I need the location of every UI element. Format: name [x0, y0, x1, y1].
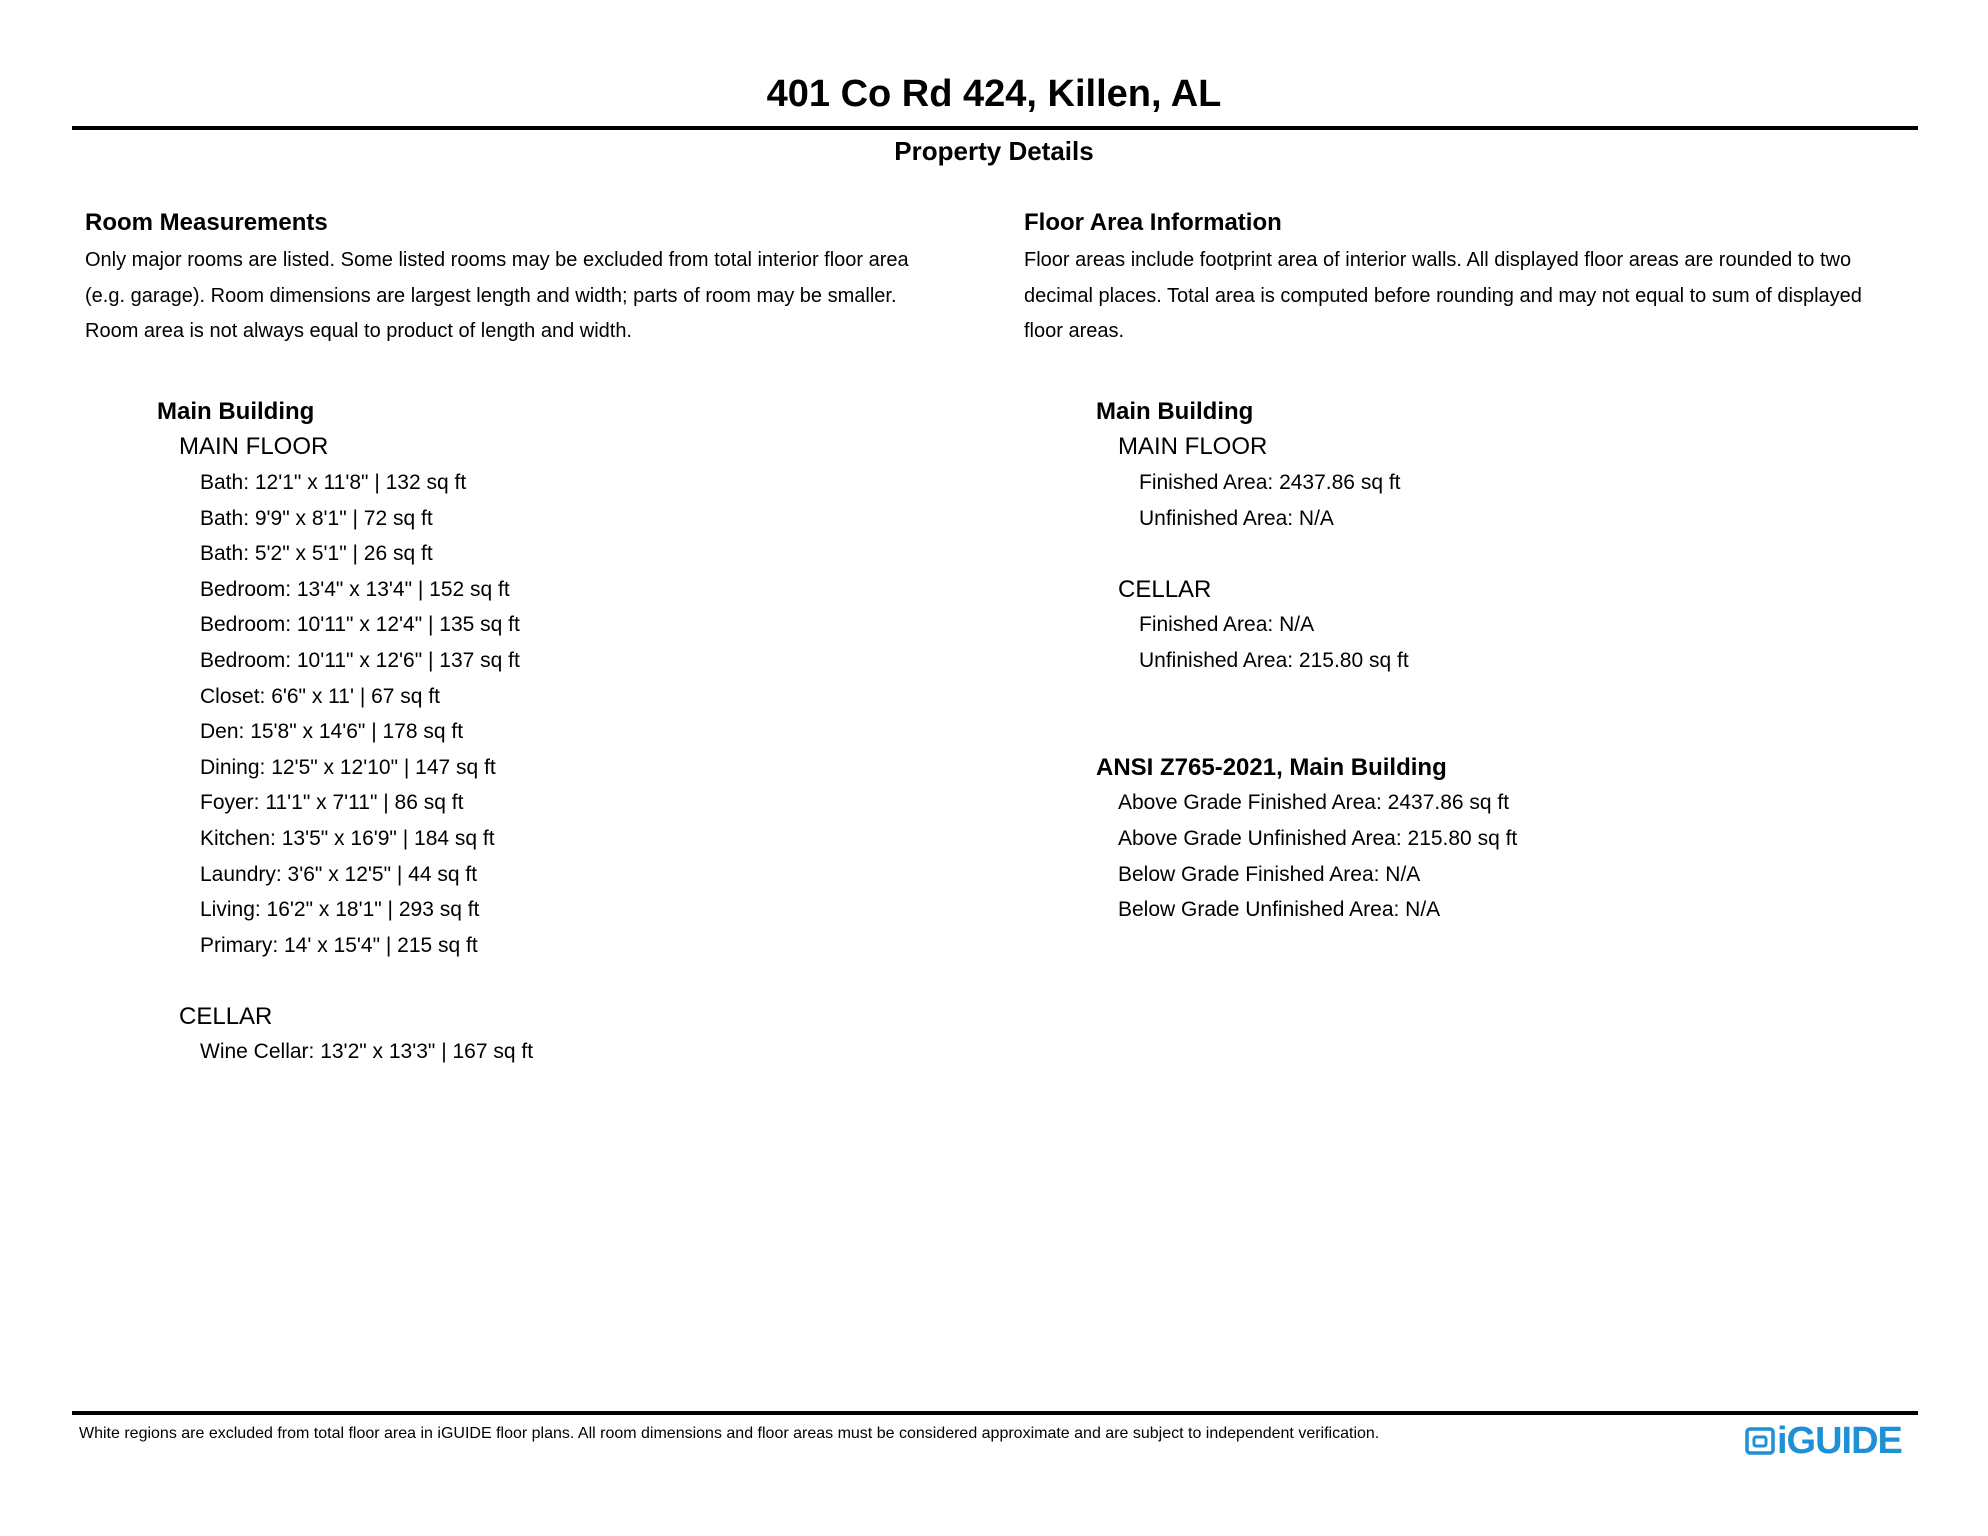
area-cellar-finished: Finished Area: N/A: [1139, 613, 1315, 637]
room-measurements-description-line: Room area is not always equal to product of length and width.: [85, 320, 632, 343]
room-measurements-description-line: Only major rooms are listed. Some listed rooms may be excluded from total interior floor area: [85, 249, 909, 271]
room-list-item: Bath: 9'9" x 8'1" | 72 sq ft: [200, 506, 433, 530]
floor-area-description-line: floor areas.: [1024, 320, 1125, 343]
spacer: [1024, 536, 1924, 572]
area-building-heading: Main Building: [1096, 397, 1254, 425]
floor-area-section: [1024, 203, 1924, 928]
room-list-item: Closet: 6'6" x 11' | 67 sq ft: [200, 684, 440, 708]
room-list-item: Bath: 12'1" x 11'8" | 132 sq ft: [200, 470, 467, 494]
area-main-floor-label: MAIN FLOOR: [1118, 433, 1268, 461]
ansi-heading: ANSI Z765-2021, Main Building: [1096, 753, 1447, 781]
room-list-item: Primary: 14' x 15'4" | 215 sq ft: [200, 933, 478, 957]
room-list-item: Bedroom: 10'11" x 12'4" | 135 sq ft: [200, 613, 520, 637]
room-cellar-label: CELLAR: [179, 1002, 273, 1030]
room-measurements-section: [85, 203, 985, 1070]
room-list-item: Bedroom: 10'11" x 12'6" | 137 sq ft: [200, 648, 520, 672]
room-measurements-description-line: (e.g. garage). Room dimensions are largest length and width; parts of room may be smaller.: [85, 284, 897, 307]
area-main-floor-unfinished: Unfinished Area: N/A: [1139, 506, 1334, 530]
room-list-item: Kitchen: 13'5" x 16'9" | 184 sq ft: [200, 826, 495, 850]
iguide-logo-icon: [1745, 1426, 1775, 1456]
area-main-floor-finished: Finished Area: 2437.86 sq ft: [1139, 470, 1401, 494]
room-measurements-heading: Room Measurements: [85, 209, 328, 236]
floor-area-description-line: Floor areas include footprint area of interior walls. All displayed floor areas are rounded to two: [1024, 249, 1852, 271]
room-list-item: Den: 15'8" x 14'6" | 178 sq ft: [200, 720, 464, 744]
room-list-item: Dining: 12'5" x 12'10" | 147 sq ft: [200, 755, 496, 779]
page-title: 401 Co Rd 424, Killen, AL: [766, 73, 1222, 115]
area-cellar-label: CELLAR: [1118, 575, 1212, 603]
ansi-list-item: Below Grade Unfinished Area: N/A: [1118, 898, 1441, 922]
iguide-logo-text: iGUIDE: [1777, 1420, 1902, 1462]
room-building-heading: Main Building: [157, 397, 315, 425]
room-list-item: Living: 16'2" x 18'1" | 293 sq ft: [200, 898, 480, 922]
footer-divider: [72, 1411, 1918, 1415]
room-list-item: Wine Cellar: 13'2" x 13'3" | 167 sq ft: [200, 1040, 534, 1064]
spacer: [85, 963, 985, 999]
room-main-floor-label: MAIN FLOOR: [179, 433, 329, 461]
ansi-list-item: Above Grade Unfinished Area: 215.80 sq ft: [1118, 826, 1518, 850]
ansi-list-item: Below Grade Finished Area: N/A: [1118, 862, 1421, 886]
iguide-logo: [1745, 1421, 1902, 1461]
room-list-item: Laundry: 3'6" x 12'5" | 44 sq ft: [200, 862, 478, 886]
page-subtitle: Property Details: [894, 136, 1094, 166]
floor-area-description-line: decimal places. Total area is computed before rounding and may not equal to sum of displayed: [1024, 284, 1862, 307]
floor-area-heading: Floor Area Information: [1024, 209, 1282, 236]
room-list-item: Bath: 5'2" x 5'1" | 26 sq ft: [200, 542, 433, 566]
ansi-list-item: Above Grade Finished Area: 2437.86 sq ft: [1118, 791, 1510, 815]
room-list-item: Foyer: 11'1" x 7'11" | 86 sq ft: [200, 791, 464, 815]
room-list-item: Bedroom: 13'4" x 13'4" | 152 sq ft: [200, 577, 510, 601]
area-cellar-unfinished: Unfinished Area: 215.80 sq ft: [1139, 648, 1409, 672]
header-divider: [72, 126, 1918, 130]
footer-disclaimer: White regions are excluded from total floor area in iGUIDE floor plans. All room dimensions and floor areas must be considered approximate and are subject to independent verification.: [79, 1425, 1380, 1442]
spacer: [1024, 679, 1924, 750]
